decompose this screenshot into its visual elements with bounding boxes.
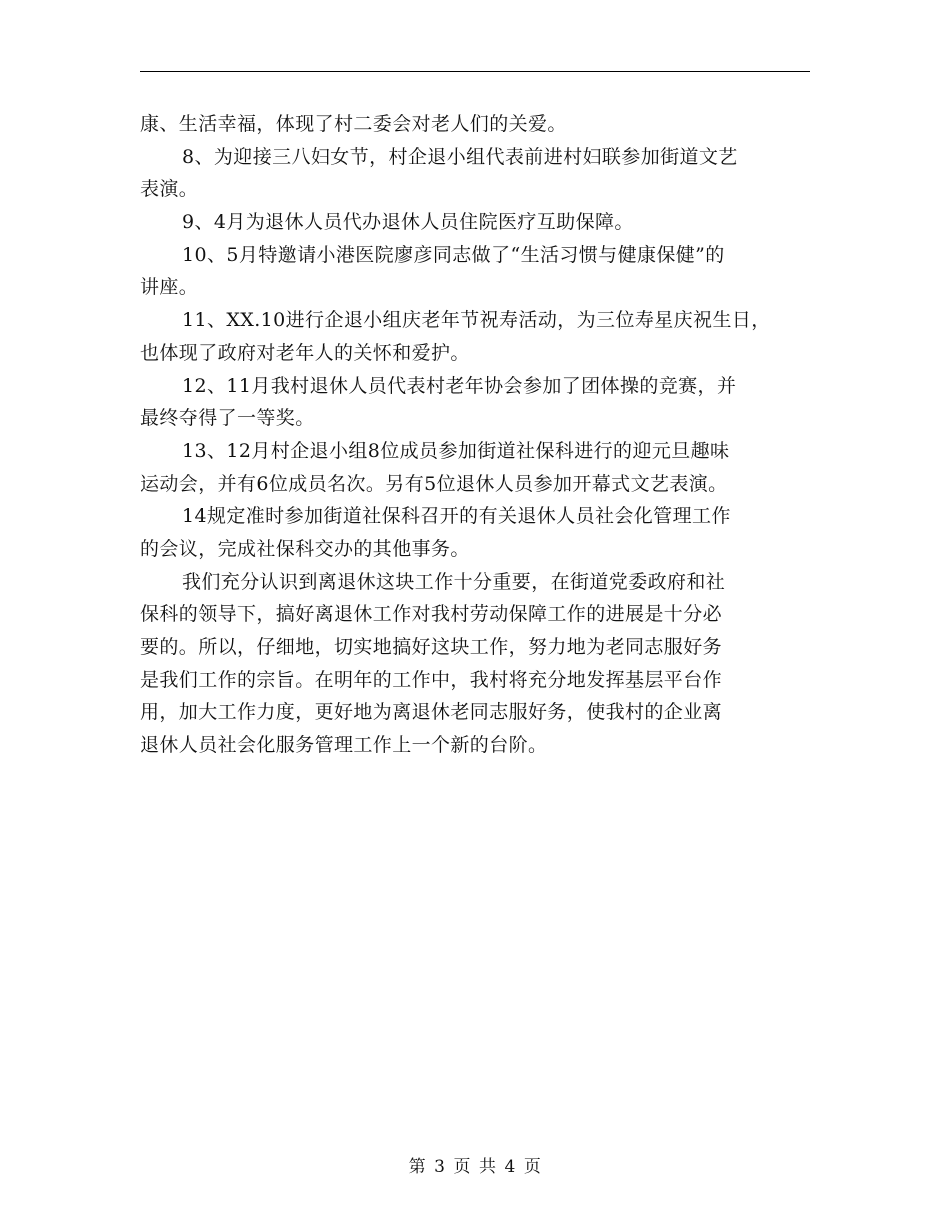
text-line: 14规定准时参加街道社保科召开的有关退休人员社会化管理工作 [182, 505, 731, 528]
footer-prefix: 第 [408, 1157, 427, 1177]
document-body [140, 108, 820, 762]
text-line: 9、4月为退休人员代办退休人员住院医疗互助保障。 [182, 211, 634, 234]
text-line: 用，加大工作力度，更好地为离退休老同志服好务，使我村的企业离 [140, 701, 723, 724]
text-line: 运动会，并有6位成员名次。另有5位退休人员参加开幕式文艺表演。 [140, 472, 728, 495]
text-line: 退休人员社会化服务管理工作上一个新的台阶。 [140, 734, 548, 757]
footer-current-page: 3 [434, 1157, 446, 1177]
text-line: 保科的领导下，搞好离退休工作对我村劳动保障工作的进展是十分必 [140, 603, 723, 626]
text-line: 13、12月村企退小组8位成员参加街道社保科进行的迎元旦趣味 [182, 439, 730, 462]
text-line: 最终夺得了一等奖。 [140, 407, 315, 430]
footer-page-word: 页 [453, 1157, 471, 1177]
text-line: 10、5月特邀请小港医院廖彦同志做了“生活习惯与健康保健”的 [182, 243, 725, 266]
text-line: 也体现了政府对老年人的关怀和爱护。 [140, 341, 470, 364]
text-line: 是我们工作的宗旨。在明年的工作中，我村将充分地发挥基层平台作 [140, 668, 723, 691]
text-line: 讲座。 [140, 276, 199, 299]
footer-page-word-end: 页 [523, 1157, 542, 1177]
page-footer [0, 1152, 950, 1177]
footer-total-word: 共 [479, 1157, 497, 1177]
text-line: 12、11月我村退休人员代表村老年协会参加了团体操的竞赛，并 [182, 374, 737, 397]
text-line: 表演。 [140, 178, 199, 201]
text-line: 要的。所以，仔细地，切实地搞好这块工作，努力地为老同志服好务 [140, 636, 723, 658]
text-line: 康、生活幸福，体现了村二委会对老人们的关爱。 [140, 113, 567, 135]
text-line: 11、XX.10进行企退小组庆老年节祝寿活动，为三位寿星庆祝生日， [182, 309, 771, 332]
text-line: 的会议，完成社保科交办的其他事务。 [140, 537, 470, 560]
header-rule [140, 71, 810, 72]
text-line: 8、为迎接三八妇女节，村企退小组代表前进村妇联参加街道文艺 [182, 145, 738, 168]
text-line: 我们充分认识到离退休这块工作十分重要，在街道党委政府和社 [182, 570, 726, 593]
footer-total-pages: 4 [504, 1157, 516, 1177]
